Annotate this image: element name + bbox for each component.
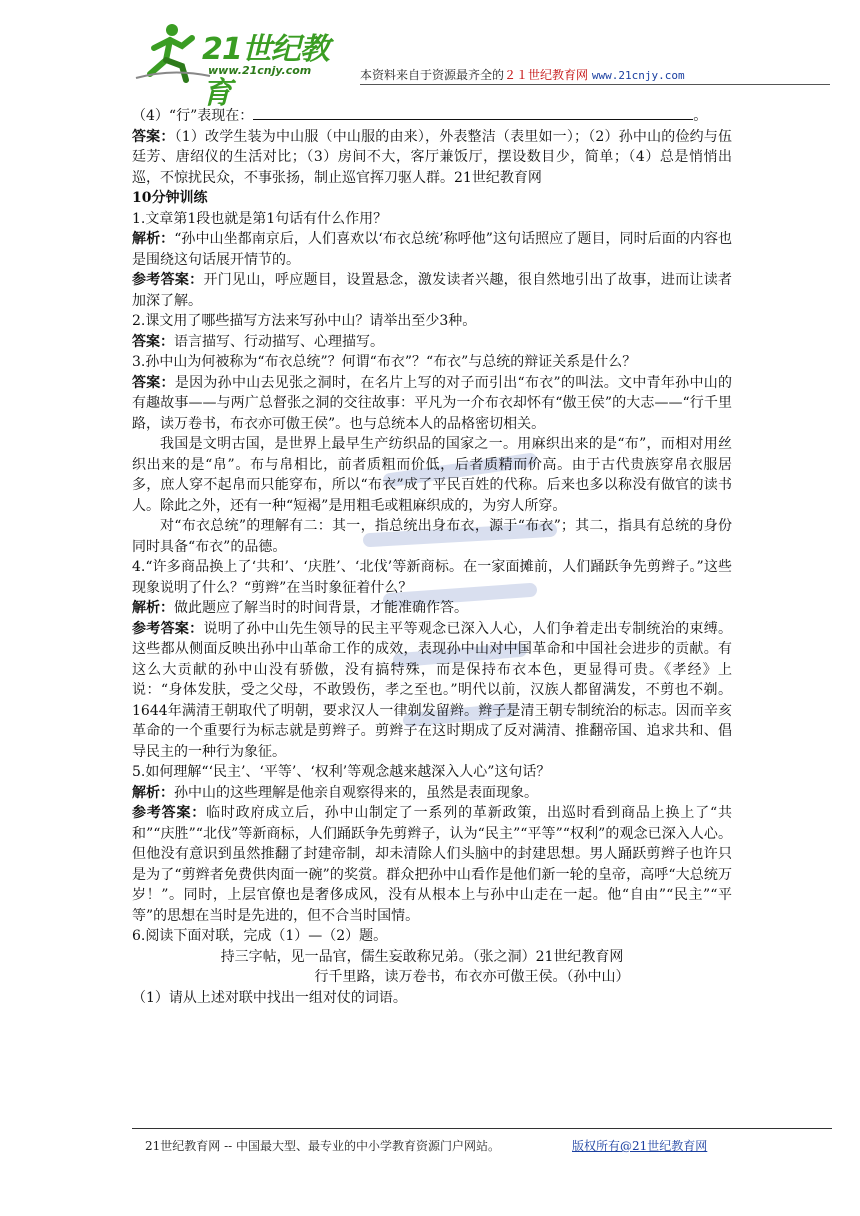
site-logo[interactable] (132, 18, 342, 111)
text-line (132, 516, 732, 557)
answer-label: 答案： (132, 128, 175, 145)
header-note (360, 66, 685, 83)
line-text: 2.课文用了哪些描写方法来写孙中山？请举出至少3种。 (132, 313, 477, 329)
line-suffix: 。 (693, 108, 708, 124)
copyright-link[interactable]: 版权所有@21世纪教育网 (572, 1139, 708, 1153)
answer-paragraph (132, 619, 732, 763)
section-heading: 10分钟训练 (132, 190, 208, 206)
line-text: 说明了孙中山先生领导的民主平等观念已深入人心，人们争着走出专制统治的束缚。这些都从侧面反映出孙中山革命工作的成效，表现孙中山对中国革命和中国社会进步的贡献。有这么大贡献的孙中山没有骄傲，没有搞特殊，而是保持布衣本色，更显得可贵。《孝经》上说：“身体发肤，受之父母，不敢毁伤，孝之至也。”明代以前，汉族人都留满发，不剪也不剃。1644年满清王朝取代了明朝，要求汉人一律剃发留辫。辫子是清王朝专制统治的标志。因而辛亥革命的一个重要行为标志就是剪辫子。剪辫子在这时期成了反对满清、推翻帝国、追求共和、倡导民主的一种行为象征。 (132, 620, 733, 760)
answer-blank[interactable] (253, 107, 693, 120)
text-line (132, 967, 732, 988)
footer-text: 21世纪教育网 -- 中国最大型、最专业的中小学教育资源门户网站。 (145, 1139, 501, 1153)
line-text: 行千里路，读万卷书，布衣亦可傲王侯。（孙中山） (314, 969, 630, 985)
text-line (132, 434, 732, 516)
answer-label: 答案： (132, 374, 175, 391)
answer-label: 答案： (132, 333, 174, 350)
answer-paragraph (132, 270, 732, 311)
header-site-link[interactable]: www.21cnjy.com (591, 69, 685, 82)
answer-paragraph (132, 783, 732, 804)
line-text: 对“布衣总统”的理解有二：其一，指总统出身布衣，源于“布衣”；其二，指具有总统的身份同时具备“布衣”的品德。 (132, 518, 732, 555)
line-text: （1）请从上述对联中找出一组对仗的词语。 (132, 989, 407, 1006)
answer-label: 参考答案： (132, 805, 207, 821)
logo-url: www.21cnjy.com (208, 64, 312, 77)
line-text: 做此题应了解当时的时间背景，才能准确作答。 (174, 600, 468, 616)
answer-label: 参考答案： (132, 272, 204, 288)
answer-paragraph (132, 332, 732, 353)
line-text: 1.文章第1段也就是第1句话有什么作用？ (132, 210, 388, 227)
answer-paragraph (132, 598, 732, 619)
line-text: 我国是文明古国，是世界上最早生产纺织品的国家之一。用麻织出来的是“布”，而相对用丝织出来的是“帛”。布与帛相比，前者质粗而价低，后者质精而价高。由于古代贵族穿帛衣服居多，庶人穿不起帛而只能穿布，所以“布衣”成了平民百姓的代称。后来也多以称没有做官的读书人。除此之外，还有一种“短褐”是用粗毛或粗麻织成的，为穷人所穿。 (132, 436, 732, 514)
line-text: 4.“许多商品换上了‘共和’、‘庆胜’、‘北伐’等新商标。在一家面摊前，人们踊跃争先剪辫子。”这些现象说明了什么？“剪辫”在当时象征着什么？ (132, 559, 732, 596)
answer-label: 解析： (132, 231, 175, 247)
answer-paragraph (132, 803, 732, 926)
page-footer (145, 1137, 708, 1154)
header-site-name: ２１世纪教育网 (504, 68, 589, 82)
footer-divider (132, 1128, 832, 1129)
answer-label: 解析： (132, 784, 174, 801)
answer-label: 参考答案： (132, 620, 204, 637)
text-line (132, 209, 732, 230)
line-text: “孙中山坐都南京后，人们喜欢以‘布衣总统’称呼他”这句话照应了题目，同时后面的内容也是围绕这句话展开情节的。 (132, 231, 733, 268)
line-text: 语言描写、行动描写、心理描写。 (174, 333, 384, 350)
answer-paragraph (132, 127, 732, 189)
document-body (132, 106, 732, 1008)
text-line (132, 311, 732, 332)
text-line (132, 352, 732, 373)
answer-paragraph (132, 373, 732, 435)
runner-icon (132, 18, 212, 84)
line-text: 持三字帖，见一品官，儒生妄敢称兄弟。（张之洞）21世纪教育网 (220, 948, 624, 965)
text-line (132, 106, 732, 127)
header-divider (360, 84, 830, 85)
line-text: （1）改学生装为中山服（中山服的由来），外表整洁（表里如一）；（2）孙中山的俭约与伍廷芳、唐绍仪的生活对比；（3）房间不大，客厅兼饭厅，摆设数目少，简单；（4）总是悄悄出巡，不惊扰民众，不事张扬，制止巡官挥刀驱人群。21世纪教育网 (132, 128, 733, 186)
answer-paragraph (132, 229, 732, 270)
logo-text: 21世纪教育 (202, 32, 329, 111)
line-text: 6.阅读下面对联，完成（1）—（2）题。 (132, 928, 388, 944)
line-text: 开门见山，呼应题目，设置悬念，激发读者兴趣，很自然地引出了故事，进而让读者加深了解。 (132, 272, 733, 309)
line-text: 是因为孙中山去见张之洞时，在名片上写的对子而引出“布衣”的叫法。文中青年孙中山的有趣故事——与两广总督张之洞的交往故事：平凡为一介布衣却怀有“傲王侯”的大志——“行千里路，读万卷书，布衣亦可傲王侯”。也与总统本人的品格密切相关。 (132, 374, 733, 432)
page-header (132, 14, 830, 111)
line-text: 5.如何理解“‘民主’、‘平等’、‘权利’等观念越来越深入人心”这句话？ (132, 764, 551, 780)
answer-label: 解析： (132, 600, 174, 616)
line-text: 3.孙中山为何被称为“布衣总统”？何谓“布衣”？“布衣”与总统的辩证关系是什么？ (132, 354, 637, 370)
text-line (132, 988, 732, 1009)
line-text: （4）“行”表现在： (132, 108, 254, 124)
text-line (132, 762, 732, 783)
text-line (132, 557, 732, 598)
line-text: 孙中山的这些理解是他亲自观察得来的，虽然是表面现象。 (174, 784, 538, 801)
text-line (132, 926, 732, 947)
text-line (132, 947, 732, 968)
header-note-text: 本资料来自于资源最齐全的 (360, 68, 505, 82)
line-text: 临时政府成立后，孙中山制定了一系列的革新政策，出巡时看到商品上换上了“共和”“庆胜”“北伐”等新商标，人们踊跃争先剪辫子，认为“民主”“平等”“权利”的观念已深入人心。但他没有意识到虽然推翻了封建帝制，却未清除人们头脑中的封建思想。男人踊跃剪辫子也许只是为了“剪辫者免费供肉面一碗”的奖赏。群众把孙中山看作是他们新一轮的皇帝，高呼“大总统万岁！”。同时，上层官僚也是奢侈成风，没有从根本上与孙中山走在一起。他“自由”“民主”“平等”的思想在当时是先进的，但不合当时国情。 (132, 805, 733, 924)
